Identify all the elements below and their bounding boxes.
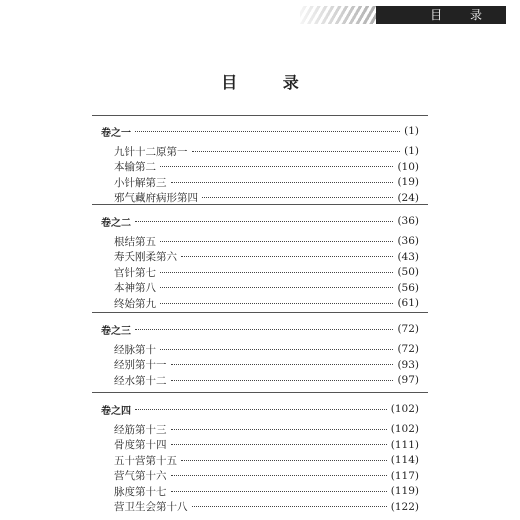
dot-leader bbox=[160, 349, 393, 350]
chapter-entry-label: 终始第九 bbox=[114, 297, 156, 310]
chapter-entry-label: 经水第十二 bbox=[114, 374, 167, 387]
dot-leader bbox=[135, 221, 393, 222]
dot-leader bbox=[181, 460, 387, 461]
chapter-entry[interactable] bbox=[114, 371, 419, 389]
volume-entry[interactable] bbox=[101, 122, 419, 140]
chapter-entry[interactable] bbox=[114, 294, 419, 312]
page-title: 目 录 bbox=[221, 73, 319, 92]
page-number: (111) bbox=[390, 438, 419, 451]
page-number: (97) bbox=[397, 374, 419, 386]
dot-leader bbox=[160, 241, 393, 242]
page-number: (72) bbox=[397, 323, 419, 335]
page-number: (56) bbox=[397, 281, 419, 294]
dot-leader bbox=[171, 182, 394, 183]
dot-leader bbox=[135, 131, 400, 132]
chapter-entry-label: 脉度第十七 bbox=[114, 485, 167, 498]
chapter-entry-label: 邪气藏府病形第四 bbox=[114, 192, 198, 204]
volume-entry-label: 卷之四 bbox=[101, 405, 131, 417]
chapter-entry[interactable] bbox=[114, 189, 419, 207]
dot-leader bbox=[160, 303, 393, 304]
dot-leader bbox=[160, 166, 393, 167]
page-number: (36) bbox=[397, 235, 419, 247]
dot-leader bbox=[171, 444, 387, 445]
page-number: (24) bbox=[397, 191, 419, 204]
volume-entry[interactable] bbox=[101, 212, 419, 230]
page-number: (93) bbox=[397, 358, 419, 371]
section-rule bbox=[92, 312, 428, 313]
page-number: (10) bbox=[397, 160, 419, 173]
dot-leader bbox=[135, 409, 387, 410]
page-number: (43) bbox=[397, 250, 419, 263]
volume-entry-label: 卷之三 bbox=[101, 325, 131, 337]
page-number: (1) bbox=[404, 125, 419, 137]
page-number: (19) bbox=[397, 176, 419, 188]
section-rule bbox=[92, 115, 428, 116]
chapter-entry-label: 经筋第十三 bbox=[114, 423, 167, 436]
page-number: (122) bbox=[390, 500, 419, 513]
dot-leader bbox=[171, 491, 387, 492]
page-number: (119) bbox=[390, 485, 419, 497]
page-number: (117) bbox=[390, 469, 419, 482]
page-number: (50) bbox=[397, 266, 419, 278]
volume-entry[interactable] bbox=[101, 320, 419, 338]
chapter-entry-label: 寿夭刚柔第六 bbox=[114, 251, 177, 263]
dot-leader bbox=[192, 151, 401, 152]
chapter-entry-label: 官针第七 bbox=[114, 266, 156, 279]
dot-leader bbox=[171, 429, 387, 430]
volume-entry-label: 卷之一 bbox=[101, 127, 131, 139]
chapter-entry-label: 骨度第十四 bbox=[114, 439, 167, 451]
chapter-entry-label: 本输第二 bbox=[114, 161, 156, 173]
page-number: (1) bbox=[404, 145, 419, 157]
chapter-entry-label: 根结第五 bbox=[114, 235, 156, 248]
chapter-entry-label: 本神第八 bbox=[114, 282, 156, 294]
chapter-entry-label: 经别第十一 bbox=[114, 359, 167, 371]
dot-leader bbox=[171, 475, 387, 476]
page-number: (102) bbox=[390, 403, 419, 415]
dot-leader bbox=[192, 506, 387, 507]
dot-leader bbox=[202, 197, 393, 198]
chapter-entry[interactable] bbox=[114, 498, 419, 516]
header-block bbox=[376, 6, 506, 24]
dot-leader bbox=[160, 287, 393, 288]
page-number: (36) bbox=[397, 215, 419, 227]
page-number: (114) bbox=[390, 454, 419, 466]
page-number: (102) bbox=[390, 423, 419, 435]
running-header bbox=[300, 6, 506, 24]
dot-leader bbox=[181, 256, 393, 257]
dot-leader bbox=[171, 380, 394, 381]
dot-leader bbox=[135, 329, 393, 330]
chapter-entry-label: 营气第十六 bbox=[114, 470, 167, 482]
volume-entry-label: 卷之二 bbox=[101, 217, 131, 229]
chapter-entry-label: 五十营第十五 bbox=[114, 454, 177, 467]
chapter-entry-label: 营卫生会第十八 bbox=[114, 501, 188, 513]
volume-entry[interactable] bbox=[101, 400, 419, 418]
section-rule bbox=[92, 392, 428, 393]
chapter-entry-label: 小针解第三 bbox=[114, 176, 167, 189]
chapter-entry-label: 九针十二原第一 bbox=[114, 145, 188, 158]
header-title: 目 录 bbox=[430, 8, 494, 22]
dot-leader bbox=[160, 272, 393, 273]
chapter-entry-label: 经脉第十 bbox=[114, 343, 156, 356]
page-number: (61) bbox=[397, 297, 419, 309]
dot-leader bbox=[171, 364, 394, 365]
page-number: (72) bbox=[397, 343, 419, 355]
